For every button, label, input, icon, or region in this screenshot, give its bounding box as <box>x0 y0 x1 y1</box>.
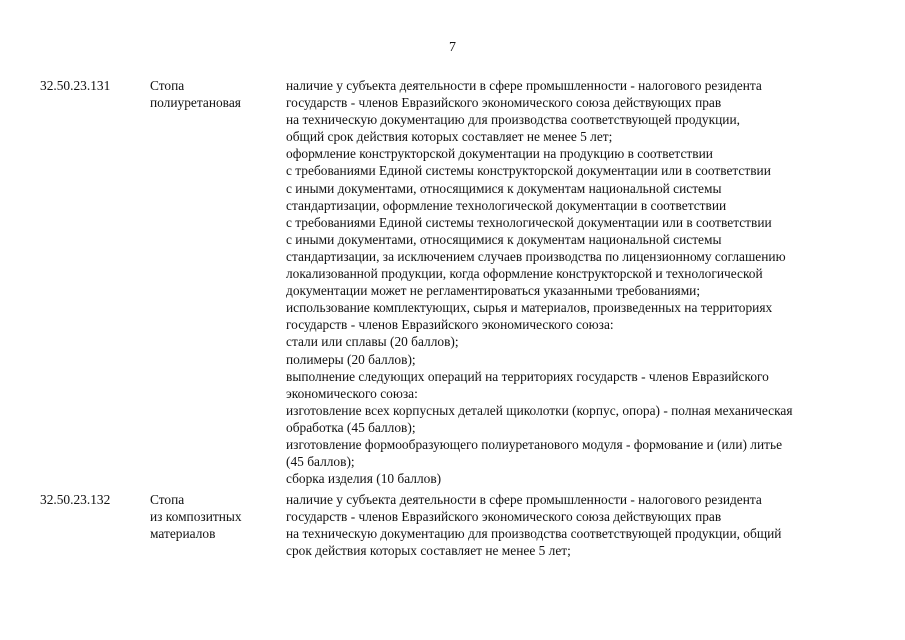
page-number: 7 <box>449 40 456 55</box>
requirement-line: общий срок действия которых составляет не менее 5 лет; <box>286 129 613 145</box>
requirement-line: срок действия которых составляет не менее 5 лет; <box>286 543 571 559</box>
requirement-line: стандартизации, за исключением случаев производства по лицензионному соглашению <box>286 248 786 264</box>
product-name-line: материалов <box>150 526 216 541</box>
product-name-line: полиуретановая <box>150 95 241 110</box>
requirement-line: с требованиями Единой системы технологической документации или в соответствии <box>286 214 772 230</box>
requirement-line: государств - членов Евразийского экономического союза действующих прав <box>286 509 722 525</box>
requirement-line: наличие у субъекта деятельности в сфере промышленности - налогового резидента <box>286 78 762 93</box>
product-name-line: Стопа <box>150 492 185 507</box>
requirement-line: полимеры (20 баллов); <box>286 351 416 367</box>
requirement-line: государств - членов Евразийского экономического союза: <box>286 317 614 333</box>
requirements-text <box>286 491 886 559</box>
requirement-line: изготовление всех корпусных деталей щиколотки (корпус, опора) - полная механическая <box>286 402 793 418</box>
requirement-line: стандартизации, оформление технологической документации в соответствии <box>286 197 727 213</box>
requirement-line: с иными документами, относящимися к документам национальной системы <box>286 180 722 196</box>
requirement-line: с иными документами, относящимися к документам национальной системы <box>286 231 722 247</box>
requirements-text <box>286 77 886 487</box>
requirement-line: обработка (45 баллов); <box>286 419 416 435</box>
product-code: 32.50.23.132 <box>40 492 111 507</box>
requirement-line: на техническую документацию для производства соответствующей продукции, <box>286 112 740 128</box>
requirement-line: выполнение следующих операций на территориях государств - членов Евразийского <box>286 368 769 384</box>
requirement-line: стали или сплавы (20 баллов); <box>286 334 459 350</box>
requirement-line: государств - членов Евразийского экономического союза действующих прав <box>286 95 722 111</box>
requirement-line: документации может не регламентироваться указанными требованиями; <box>286 283 701 299</box>
product-name-line: из композитных <box>150 509 242 524</box>
product-name-line: Стопа <box>150 78 185 93</box>
requirement-line: наличие у субъекта деятельности в сфере промышленности - налогового резидента <box>286 492 762 507</box>
requirement-line: на техническую документацию для производства соответствующей продукции, общий <box>286 526 782 542</box>
requirement-line: с требованиями Единой системы конструкторской документации или в соответствии <box>286 163 771 179</box>
requirement-line: локализованной продукции, когда оформление конструкторской и технологической <box>286 266 763 282</box>
requirement-line: использование комплектующих, сырья и материалов, произведенных на территориях <box>286 300 773 316</box>
product-name <box>150 77 241 111</box>
product-name <box>150 491 242 542</box>
requirement-line: экономического союза: <box>286 385 418 401</box>
requirement-line: изготовление формообразующего полиуретанового модуля - формование и (или) литье <box>286 436 783 452</box>
product-code: 32.50.23.131 <box>40 78 111 93</box>
requirement-line: (45 баллов); <box>286 454 355 470</box>
requirement-line: сборка изделия (10 баллов) <box>286 471 442 487</box>
requirement-line: оформление конструкторской документации на продукцию в соответствии <box>286 146 713 162</box>
